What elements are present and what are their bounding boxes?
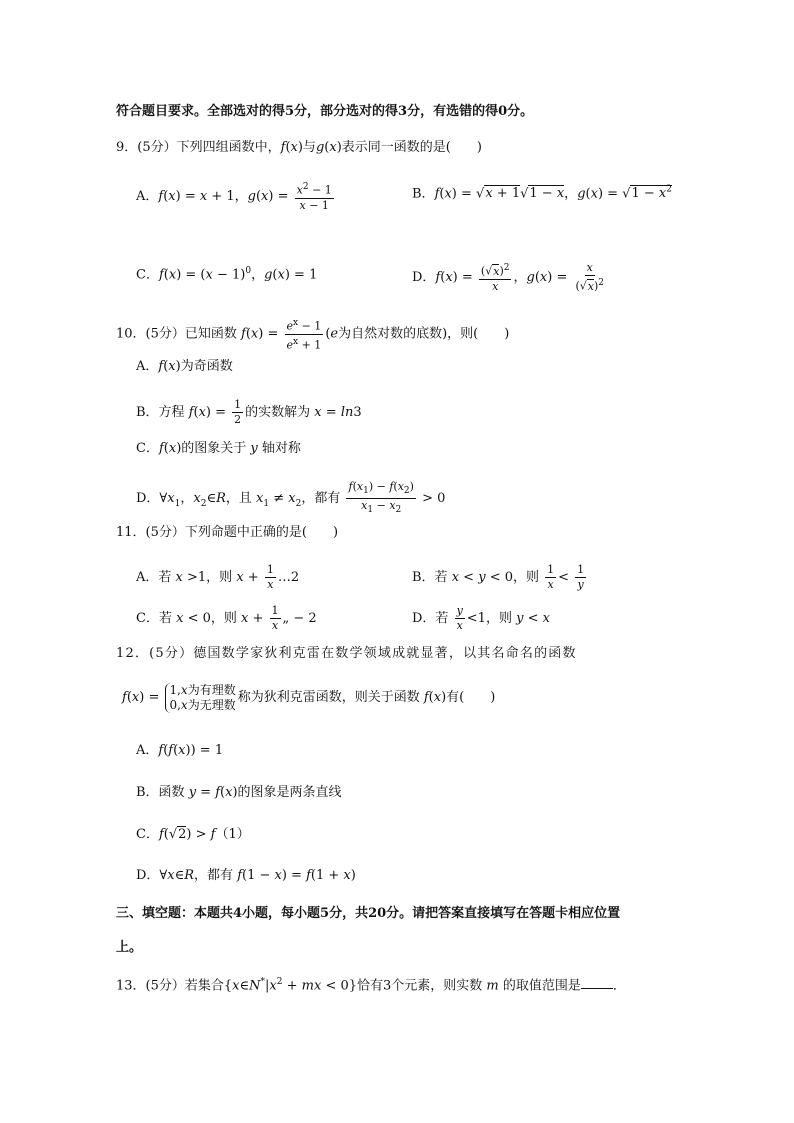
q10-option-b: B．方程 f(x) = $\frac{1}{2}$ 的实数解为 x = ln3 bbox=[136, 398, 362, 426]
q10-option-c: C．f(x)的图象关于 y 轴对称 bbox=[136, 441, 301, 456]
q12-stem: 12．(5分）德国数学家狄利克雷在数学领域成就显著，以其名命名的函数 bbox=[116, 646, 577, 661]
q11-option-d: D．若 $\frac{y}{x}$ <1，则 y < x bbox=[412, 604, 550, 632]
answer-blank[interactable] bbox=[581, 974, 613, 989]
q9-option-b: B．f(x) = √x + 1√1 − x，$g(x) = √1 - x^2$ bbox=[412, 185, 672, 202]
q12-option-a: A．f(f(x)) = 1 bbox=[136, 743, 224, 758]
q12-stem-line2: f(x) = 1,x为有理数 0,x为无理数 称为狄利克雷函数，则关于函数 f(x)有( ) bbox=[122, 682, 496, 712]
q9-option-a: A．f(x) = x + 1，g(x) = $\frac{x^2 - 1}{x - 1}$ bbox=[136, 182, 332, 212]
q11-option-a: A．若 x >1，则 x + $\frac{1}{x}$ …2 bbox=[136, 563, 300, 591]
q12-option-d: D．∀x∈R，都有 f(1 − x) = f(1 + x) bbox=[136, 868, 356, 883]
section3-heading: 三、填空题：本题共4小题，每小题5分，共20分。请把答案直接填写在答题卡相应位置 bbox=[116, 906, 621, 921]
q9-option-c: C．$f(x) = (x - 1)^0$，g(x) = 1 bbox=[136, 266, 318, 283]
q9-stem: 9．(5分）下列四组函数中，f(x)与g(x)表示同一函数的是( ) bbox=[116, 140, 482, 155]
q11-option-b: B．若 x < y < 0，则 $\frac{1}{x}$ < $\frac{1}{y}$ bbox=[412, 563, 585, 591]
q12-option-c: C．f(√2) > f（1） bbox=[136, 827, 250, 842]
q10-stem: 10．(5分）已知函数 f(x) = $\frac{e^x - 1}{e^x + 1}$ (e为自然对数的底数)，则( ) bbox=[116, 318, 510, 352]
q12-option-b: B．函数 y = f(x)的图象是两条直线 bbox=[136, 785, 342, 800]
q9-option-d: D．f(x) = $\frac{(√x)^2}{x}$ ，g(x) = $\frac{x}{(√x)^2}$ bbox=[412, 261, 605, 293]
q13-stem: 13．(5分）若集合{$x\in N^*|x^2$ + mx < 0}恰有3个元素，则实数 m 的取值范围是 ． bbox=[116, 972, 626, 996]
q11-option-c: C．若 x < 0，则 x + $\frac{1}{x}$ „ − 2 bbox=[136, 604, 317, 632]
q11-stem: 11．(5分）下列命题中正确的是( ) bbox=[116, 525, 339, 540]
q10-option-a: A．f(x)为奇函数 bbox=[136, 359, 233, 374]
section-instruction: 符合题目要求。全部选对的得5分，部分选对的得3分，有选错的得0分。 bbox=[116, 104, 534, 119]
q10-option-d: D．$\forall x_1$，$x_2\in R$，且 $x_1 \ne x_2$，都有 $\frac{f(x_1) - f(x_2)}{x_1 - x_2}$ > 0 bbox=[136, 480, 446, 516]
section3-heading-cont: 上。 bbox=[116, 940, 143, 955]
